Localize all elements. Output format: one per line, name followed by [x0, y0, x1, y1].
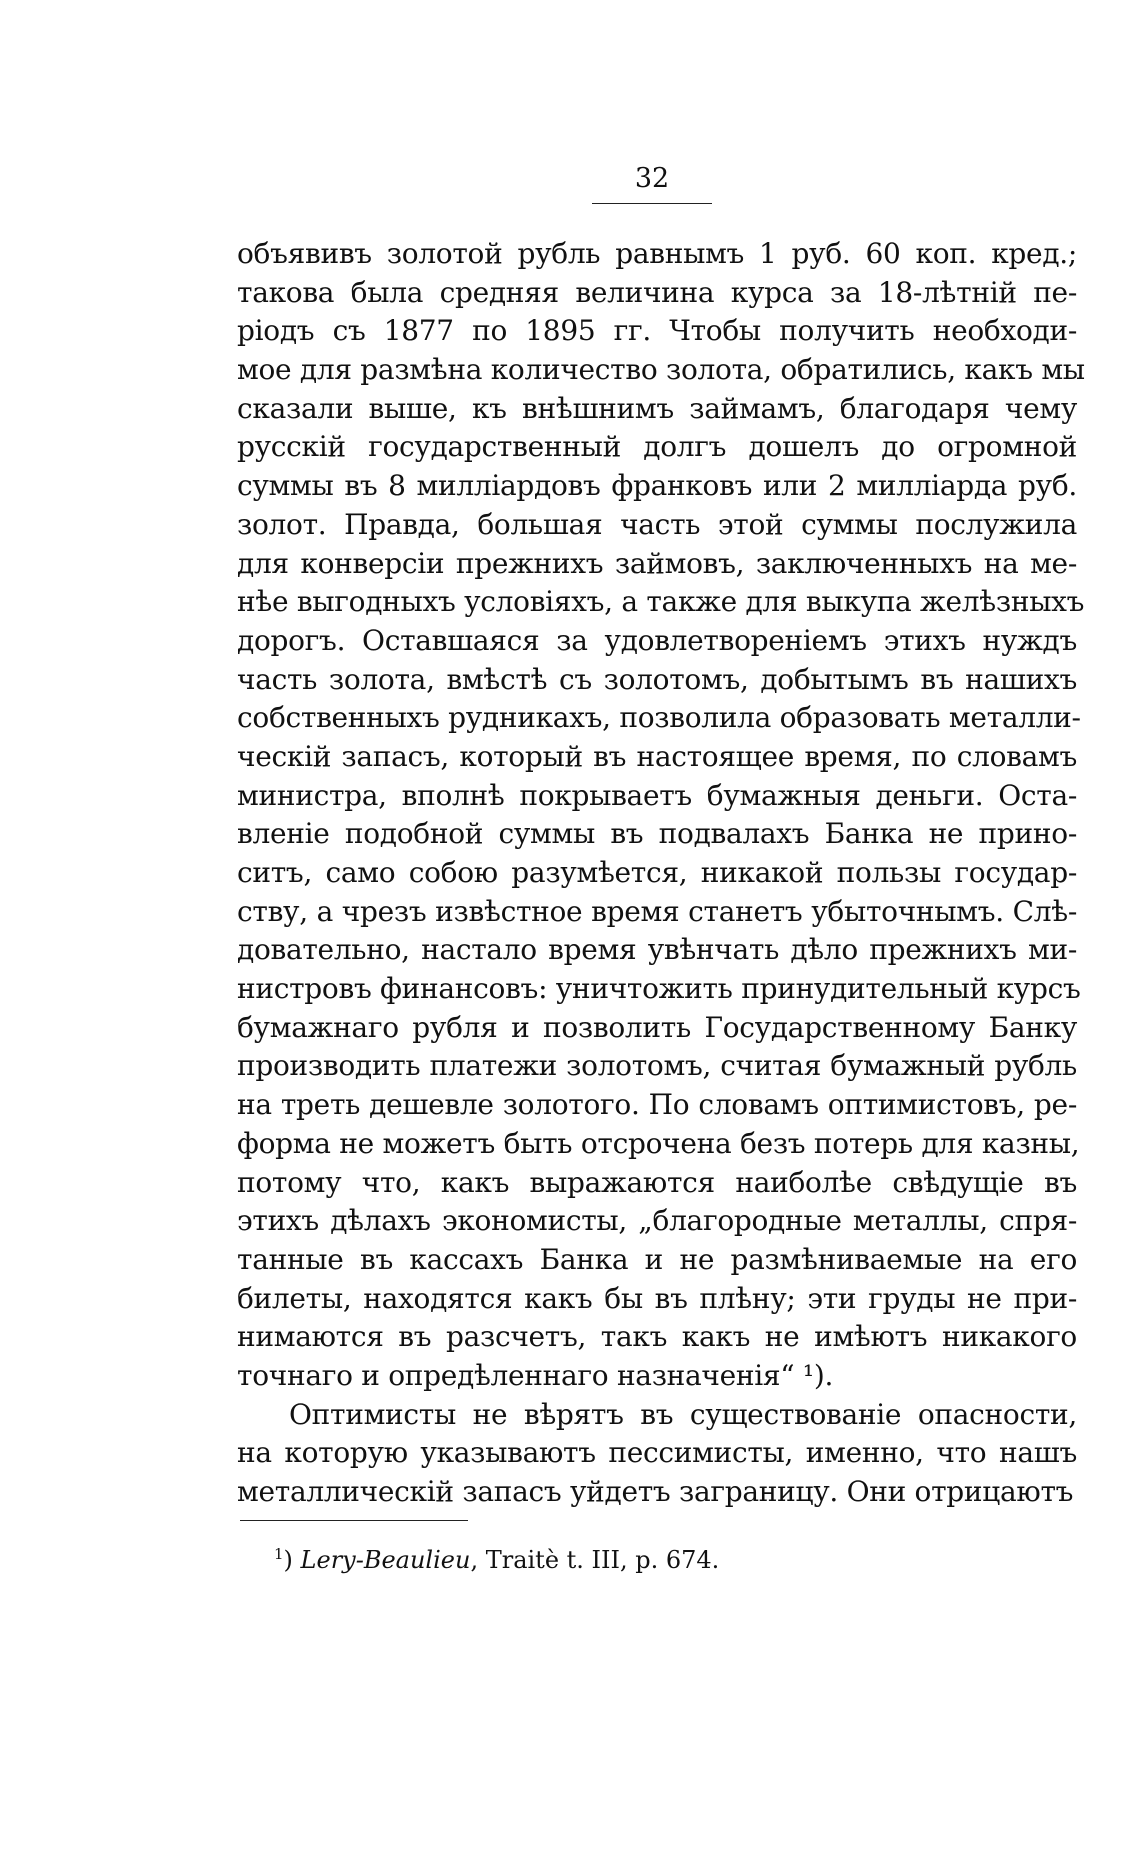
footnote: $^1$) Lery-Beaulieu, Traitè t. III, p. 674.: [274, 1545, 720, 1574]
text-line: сказали выше, къ внѣшнимъ займамъ, благодаря чему: [237, 391, 1077, 425]
footnote-marker: 1: [274, 1545, 284, 1563]
text-line: объявивъ золотой рубль равнымъ 1 руб. 60 коп. кред.;: [237, 237, 1077, 270]
body-text: [237, 235, 1085, 1512]
text-line: суммы въ 8 милліардовъ франковъ или 2 милліарда руб.: [237, 469, 1077, 503]
text-line: на треть дешевле золотого. По словамъ оптимистовъ, ре-: [237, 1088, 1077, 1122]
page-number: 32: [634, 163, 670, 194]
paragraph-2: [237, 1396, 1077, 1512]
text-line: нимаются въ разсчетъ, такъ какъ не имѣютъ никакого: [237, 1320, 1077, 1354]
text-line: танные въ кассахъ Банка и не размѣниваемые на его: [237, 1242, 1077, 1276]
page-number-rule: [592, 203, 712, 204]
text-line: на которую указываютъ пессимисты, именно, что нашъ: [237, 1436, 1077, 1470]
text-line: ситъ, само собою разумѣется, никакой пользы государ-: [237, 856, 1077, 889]
footnote-rule: [240, 1520, 468, 1521]
text-line: ріодъ съ 1877 по 1895 гг. Чтобы получить необходи-: [237, 314, 1077, 348]
text-line: билеты, находятся какъ бы въ плѣну; эти груды не при-: [237, 1281, 1077, 1315]
text-line: русскій государственный долгъ дошелъ до огромной: [237, 430, 1077, 464]
text-line: собственныхъ рудникахъ, позволила образовать металли-: [237, 701, 1081, 735]
text-line: нѣе выгодныхъ условіяхъ, а также для выкупа желѣзныхъ: [237, 585, 1085, 619]
footnote-reference: , Traitè t. III, p. 674.: [470, 1546, 720, 1574]
text-line: нистровъ финансовъ: уничтожить принудительный курсъ: [237, 972, 1081, 1006]
text-line: металлическій запасъ уйдетъ заграницу. Они отрицаютъ: [237, 1475, 1074, 1508]
text-line: для конверсіи прежнихъ займовъ, заключенныхъ на ме-: [237, 546, 1077, 580]
text-line: форма не можетъ быть отсрочена безъ потерь для казны,: [237, 1126, 1080, 1160]
text-line: потому что, какъ выражаются наиболѣе свѣдущіе въ: [237, 1165, 1077, 1199]
text-line: вленіе подобной суммы въ подвалахъ Банка не прино-: [237, 817, 1077, 851]
text-line: такова была средняя величина курса за 18-лѣтній пе-: [237, 275, 1077, 309]
text-line: часть золота, вмѣстѣ съ золотомъ, добытымъ въ нашихъ: [237, 662, 1077, 696]
text-line: ству, а чрезъ извѣстное время станетъ убыточнымъ. Слѣ-: [237, 894, 1077, 928]
text-line: бумажнаго рубля и позволить Государственному Банку: [237, 1010, 1077, 1044]
text-line: ческій запасъ, который въ настоящее время, по словамъ: [237, 739, 1077, 773]
text-line: производить платежи золотомъ, считая бумажный рубль: [237, 1049, 1077, 1083]
text-line: мое для размѣна количество золота, обратились, какъ мы: [237, 353, 1085, 387]
text-line: дорогъ. Оставшаяся за удовлетвореніемъ этихъ нуждъ: [237, 623, 1077, 657]
paragraph-1: [237, 235, 1085, 1396]
text-line: министра, вполнѣ покрываетъ бумажныя деньги. Оста-: [237, 778, 1077, 812]
text-line: золот. Правда, большая часть этой суммы послужила: [237, 507, 1077, 541]
text-line: этихъ дѣлахъ экономисты, „благородные металлы, спря-: [237, 1204, 1077, 1238]
text-line: Оптимисты не вѣрятъ въ существованіе опасности,: [289, 1397, 1077, 1431]
text-line: довательно, настало время увѣнчать дѣло прежнихъ ми-: [237, 933, 1077, 967]
text-line: точнаго и опредѣленнаго назначенія“ ¹).: [237, 1358, 834, 1392]
footnote-author: Lery-Beaulieu: [300, 1546, 471, 1574]
